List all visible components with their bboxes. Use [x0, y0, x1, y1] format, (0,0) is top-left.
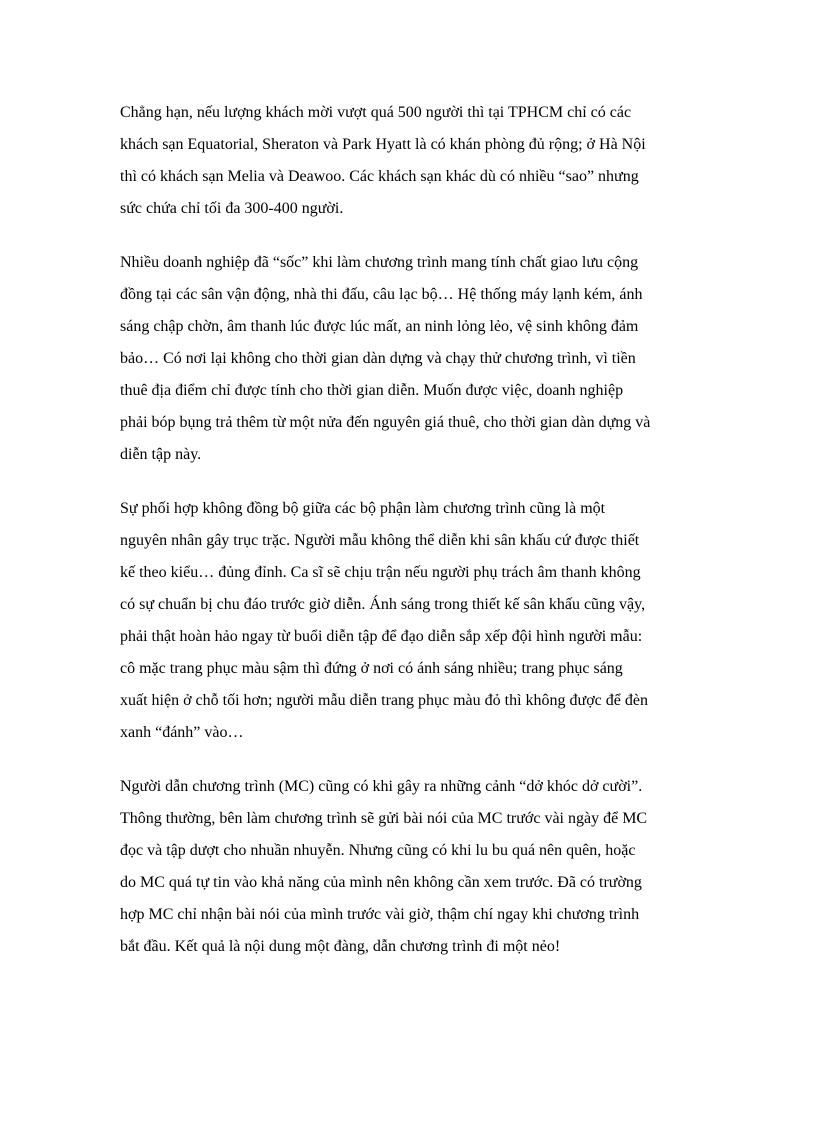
text-line: phải bóp bụng trả thêm từ một nửa đến nguyên giá thuê, cho thời gian dàn dựng và [120, 414, 651, 431]
text-line: Người dẫn chương trình (MC) cũng có khi gây ra những cảnh “dở khóc dở cười”. [120, 778, 643, 795]
text-line: kế theo kiểu… đủng đỉnh. Ca sĩ sẽ chịu trận nếu người phụ trách âm thanh không [120, 564, 641, 581]
text-line: xanh “đánh” vào… [120, 724, 244, 741]
text-line: Chẳng hạn, nếu lượng khách mời vượt quá 500 người thì tại TPHCM chỉ có các [120, 104, 632, 121]
text-line: đọc và tập dượt cho nhuần nhuyễn. Nhưng cũng có khi lu bu quá nên quên, hoặc [120, 842, 636, 859]
text-line: Nhiều doanh nghiệp đã “sốc” khi làm chương trình mang tính chất giao lưu cộng [120, 254, 639, 271]
paragraph-venue-issues [120, 247, 705, 471]
paragraph-mc [120, 771, 705, 963]
paragraph-coordination [120, 493, 705, 749]
text-line: do MC quá tự tin vào khả năng của mình nên không cần xem trước. Đã có trường [120, 874, 642, 891]
text-line: bắt đầu. Kết quả là nội dung một đàng, dẫn chương trình đi một nẻo! [120, 938, 561, 955]
text-line: xuất hiện ở chỗ tối hơn; người mẫu diễn trang phục màu đỏ thì không được để đèn [120, 692, 648, 709]
text-line: đồng tại các sân vận động, nhà thi đấu, câu lạc bộ… Hệ thống máy lạnh kém, ánh [120, 286, 643, 303]
text-line: sáng chập chờn, âm thanh lúc được lúc mất, an ninh lỏng lẻo, vệ sinh không đảm [120, 318, 639, 335]
text-line: có sự chuẩn bị chu đáo trước giờ diễn. Ánh sáng trong thiết kế sân khấu cũng vậy, [120, 596, 646, 613]
text-line: Sự phối hợp không đồng bộ giữa các bộ phận làm chương trình cũng là một [120, 500, 606, 517]
text-line: nguyên nhân gây trục trặc. Người mẫu không thể diễn khi sân khấu cứ được thiết [120, 532, 640, 549]
text-line: phải thật hoàn hảo ngay từ buổi diễn tập để đạo diễn sắp xếp đội hình người mẫu: [120, 628, 643, 645]
text-line: hợp MC chỉ nhận bài nói của mình trước vài giờ, thậm chí ngay khi chương trình [120, 906, 640, 923]
paragraph-guest-capacity [120, 97, 705, 225]
text-line: cô mặc trang phục màu sậm thì đứng ở nơi có ánh sáng nhiều; trang phục sáng [120, 660, 623, 677]
text-line: sức chứa chỉ tối đa 300-400 người. [120, 200, 344, 217]
text-line: diễn tập này. [120, 446, 202, 463]
text-line: khách sạn Equatorial, Sheraton và Park Hyatt là có khán phòng đủ rộng; ở Hà Nội [120, 136, 646, 153]
text-line: Thông thường, bên làm chương trình sẽ gửi bài nói của MC trước vài ngày để MC [120, 810, 648, 827]
document-body [120, 97, 705, 985]
text-line: thuê địa điểm chỉ được tính cho thời gian diễn. Muốn được việc, doanh nghiệp [120, 382, 624, 399]
text-line: thì có khách sạn Melia và Deawoo. Các khách sạn khác dù có nhiều “sao” nhưng [120, 168, 639, 185]
text-line: bảo… Có nơi lại không cho thời gian dàn dựng và chạy thử chương trình, vì tiền [120, 350, 636, 367]
